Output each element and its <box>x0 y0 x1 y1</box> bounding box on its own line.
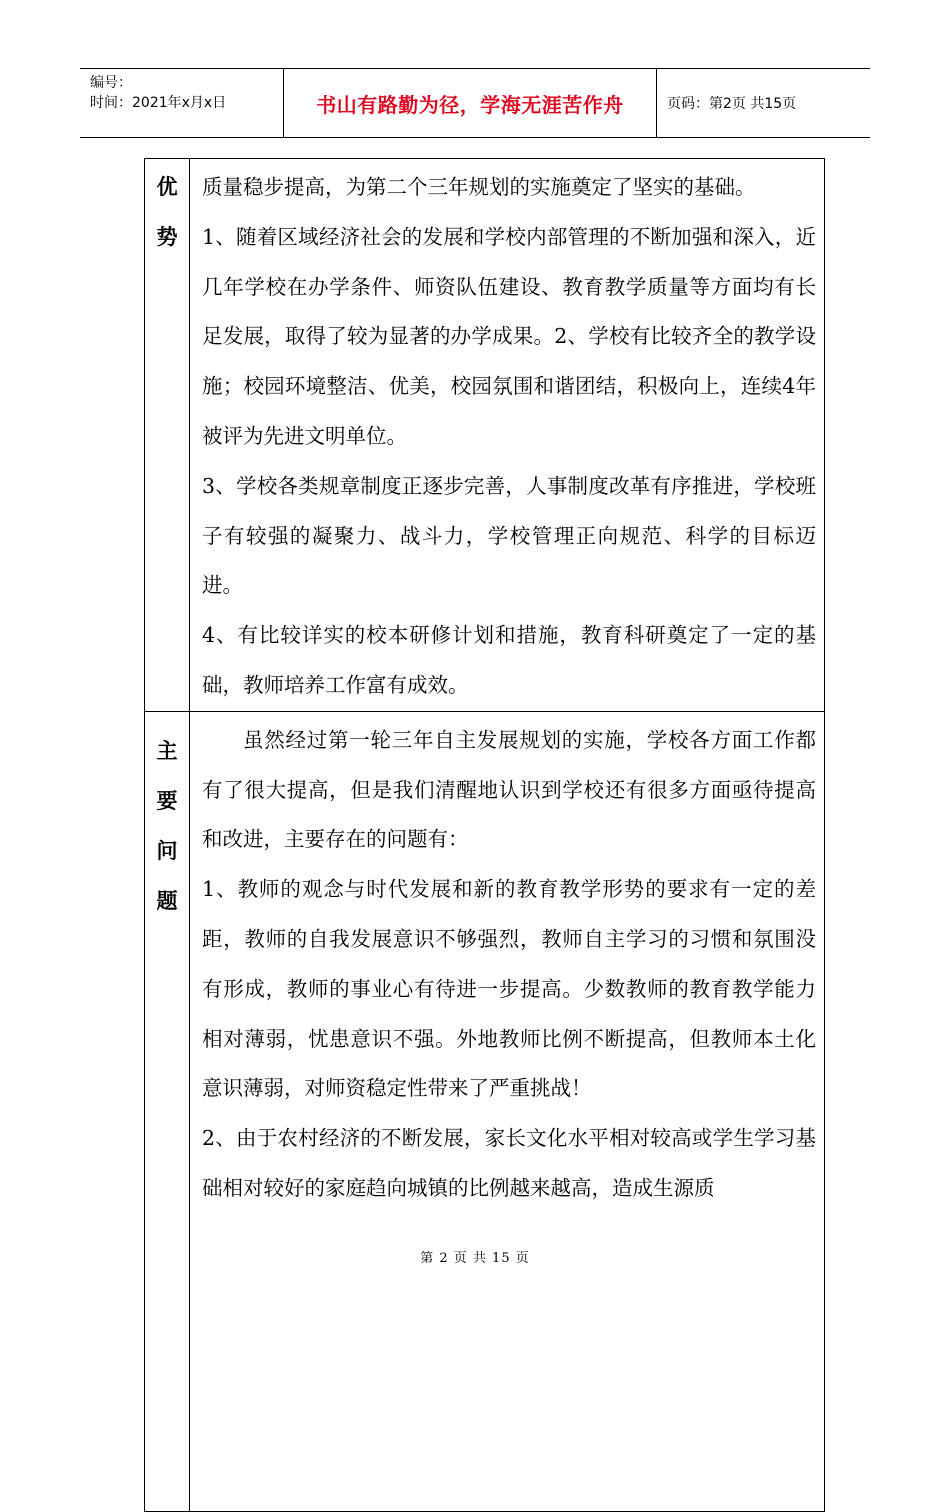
header-motto: 书山有路勤为径，学海无涯苦作舟 <box>284 69 657 137</box>
row-label-main-problems <box>145 711 190 1511</box>
header-meta <box>80 69 284 137</box>
main-problems-content <box>190 711 825 1511</box>
label-char: 势 <box>156 225 178 249</box>
plan-table <box>144 158 825 1512</box>
label-char: 问 <box>156 838 178 863</box>
paragraph: 2、由于农村经济的不断发展，家长文化水平相对较高或学生学习基础相对较好的家庭趋向城镇的比例越来越高，造成生源质 <box>202 1126 816 1200</box>
label-char: 题 <box>156 888 178 913</box>
paragraph: 虽然经过第一轮三年自主发展规划的实施，学校各方面工作都有了很大提高，但是我们清醒地认识到学校还有很多方面亟待提高和改进，主要存在的问题有： <box>202 727 816 852</box>
paragraph: 1、随着区域经济社会的发展和学校内部管理的不断加强和深入，近几年学校在办学条件、师资队伍建设、教育教学质量等方面均有长足发展，取得了较为显著的办学成果。2、学校有比较齐全的教学设施；校园环境整洁、优美，校园氛围和谐团结，积极向上，连续4年被评为先进文明单位。 <box>202 224 816 448</box>
paragraph: 1、教师的观念与时代发展和新的教育教学形势的要求有一定的差距，教师的自我发展意识不够强烈，教师自主学习的习惯和氛围没有形成，教师的事业心有待进一步提高。少数教师的教育教学能力相对薄弱，忧患意识不强。外地教师比例不断提高，但教师本土化意识薄弱，对师资稳定性带来了严重挑战！ <box>202 877 816 1101</box>
paragraph: 3、学校各类规章制度正逐步完善，人事制度改革有序推进，学校班子有较强的凝聚力、战斗力，学校管理正向规范、科学的目标迈进。 <box>202 473 816 598</box>
document-number-label: 编号： <box>90 75 132 91</box>
label-char: 要 <box>156 788 178 813</box>
header-page-info: 页码：第2页 共15页 <box>667 96 797 112</box>
paragraph: 质量稳步提高，为第二个三年规划的实施奠定了坚实的基础。 <box>202 175 756 199</box>
table-row-advantages <box>145 159 825 712</box>
row-label-advantages <box>145 159 190 712</box>
table-row-main-problems <box>145 711 825 1511</box>
label-char: 优 <box>156 175 178 199</box>
page-header <box>80 68 870 138</box>
document-date: 时间：2021年x月x日 <box>90 95 227 111</box>
page-footer: 第 2 页 共 15 页 <box>420 1251 530 1266</box>
paragraph: 4、有比较详实的校本研修计划和措施，教育科研奠定了一定的基础，教师培养工作富有成效。 <box>202 623 816 697</box>
advantages-content <box>190 159 825 712</box>
label-char: 主 <box>156 738 178 763</box>
